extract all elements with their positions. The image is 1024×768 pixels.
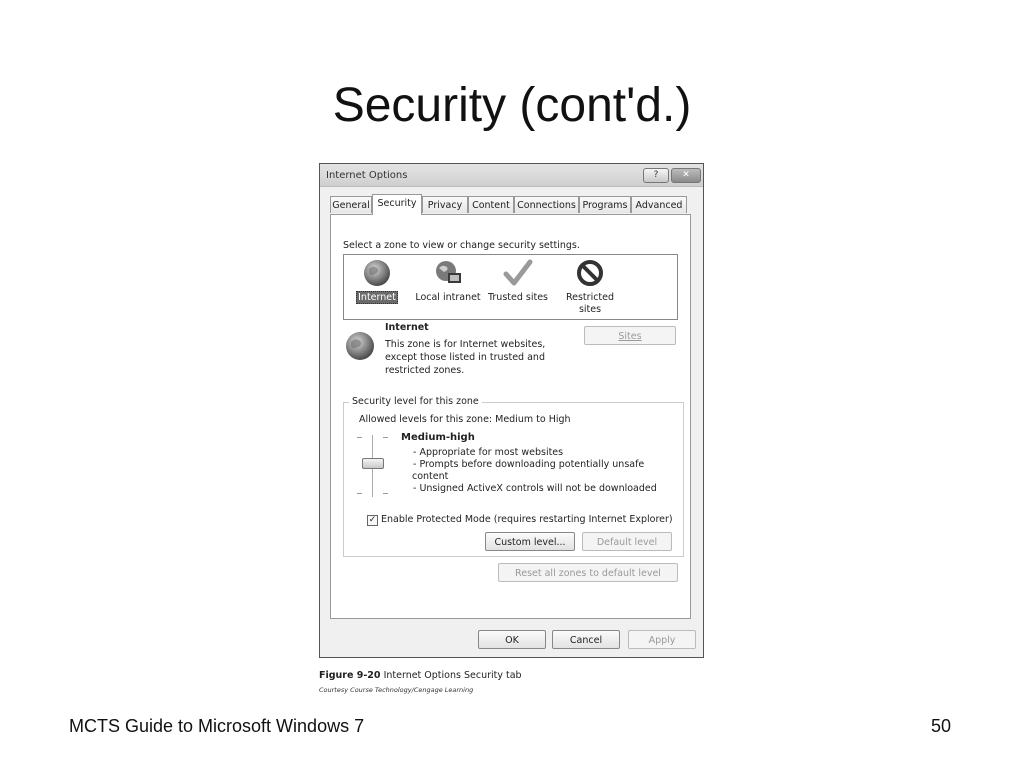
checkmark-icon [503,259,533,287]
tab-programs[interactable]: Programs [579,196,631,213]
zone-info-name: Internet [385,322,429,333]
figure-caption-text: Internet Options Security tab [383,670,522,681]
dialog-titlebar [320,164,703,187]
reset-all-zones-button[interactable] [498,563,678,582]
intranet-icon [434,259,464,287]
zone-info-line: except those listed in trusted and [385,352,545,363]
security-level-legend: Security level for this zone [349,396,482,407]
apply-button[interactable] [628,630,696,649]
apply-label: Apply [648,635,676,646]
slide-footer: MCTS Guide to Microsoft Windows 7 [69,716,365,736]
zone-label-local-intranet: Local intranet [415,292,481,303]
tab-advanced[interactable]: Advanced [631,196,687,213]
slide-title: Security (cont'd.) [332,79,692,132]
zone-label-internet: Internet [358,292,396,303]
level-detail: - Unsigned ActiveX controls will not be downloaded [413,483,657,494]
figure-caption [319,670,522,681]
zone-restricted-sites[interactable] [559,257,621,321]
zone-label-restricted-line2: sites [578,304,602,315]
zone-label-restricted-line1: Restricted [565,292,615,303]
sites-button[interactable] [584,326,676,345]
allowed-levels-text: Allowed levels for this zone: Medium to High [359,414,571,425]
page-number: 50 [931,716,952,736]
custom-level-label: Custom level... [494,537,566,548]
reset-all-label: Reset all zones to default level [515,568,661,579]
help-button[interactable]: ? [643,168,669,183]
tab-connections[interactable]: Connections [514,196,579,213]
default-level-button[interactable] [582,532,672,551]
ok-button[interactable] [478,630,546,649]
ok-label: OK [505,635,519,646]
tab-general[interactable]: General [330,196,372,213]
zone-info-line: This zone is for Internet websites, [385,339,546,350]
globe-icon [363,259,391,287]
tab-security[interactable]: Security [372,194,422,215]
level-detail: - Appropriate for most websites [413,447,564,458]
zone-internet[interactable] [355,257,399,321]
sites-button-label: Sites [618,331,642,342]
zone-local-intranet[interactable] [413,257,483,321]
zone-prompt: Select a zone to view or change security settings. [343,240,580,251]
zone-info-description [385,338,545,377]
globe-icon [345,331,375,361]
security-level-details [413,447,657,495]
tab-privacy[interactable]: Privacy [422,196,468,213]
slider-thumb[interactable] [362,458,384,469]
level-detail: - Prompts before downloading potentially unsafe [413,459,645,470]
figure-courtesy: Courtesy Course Technology/Cengage Learning [319,686,474,694]
zone-label-trusted-sites: Trusted sites [487,292,548,303]
internet-options-dialog [319,163,704,658]
figure-label: Figure 9-20 [319,670,381,681]
security-level-slider[interactable] [355,433,391,499]
security-level-name: Medium-high [401,432,475,443]
level-detail: content [412,471,449,482]
zone-trusted-sites[interactable] [485,257,551,321]
close-button[interactable]: ✕ [671,168,701,183]
protected-mode-checkbox[interactable]: ✓ [368,515,377,525]
default-level-label: Default level [596,537,658,548]
restricted-icon [576,259,604,287]
protected-mode-label: Enable Protected Mode (requires restarting Internet Explorer) [381,514,673,525]
security-tab-panel [330,214,691,619]
zone-info-line: restricted zones. [385,365,465,376]
cancel-label: Cancel [569,635,603,646]
tab-content[interactable]: Content [468,196,514,213]
dialog-title: Internet Options [326,170,408,181]
custom-level-button[interactable] [485,532,575,551]
cancel-button[interactable] [552,630,620,649]
